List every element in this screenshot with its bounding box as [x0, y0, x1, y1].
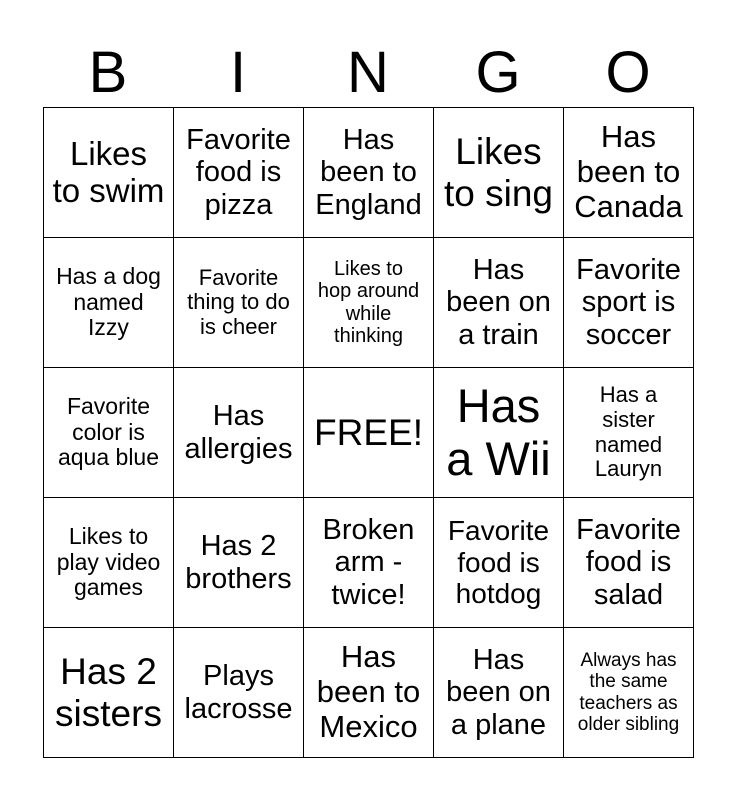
- bingo-cell[interactable]: [434, 628, 564, 758]
- bingo-cell-text: Has been to England: [315, 123, 422, 221]
- bingo-cell[interactable]: [564, 498, 694, 628]
- bingo-cell-text: Likes to hop around while thinking: [317, 257, 420, 347]
- bingo-cell[interactable]: [174, 238, 304, 368]
- bingo-cell[interactable]: [564, 108, 694, 238]
- bingo-cell-text: Has 2 sisters: [55, 651, 162, 734]
- bingo-row: [44, 108, 694, 238]
- bingo-cell-text: Plays lacrosse: [184, 660, 293, 725]
- bingo-cell-text: Has been on a train: [446, 253, 551, 351]
- bingo-cell-text: Always has the same teachers as older sibling: [577, 649, 680, 735]
- bingo-cell-text: Has 2 brothers: [185, 530, 292, 595]
- bingo-cell[interactable]: [174, 498, 304, 628]
- bingo-cell[interactable]: [44, 498, 174, 628]
- bingo-cell-text: Has allergies: [184, 400, 293, 465]
- bingo-row: [44, 628, 694, 758]
- bingo-cell-text: Favorite thing to do is cheer: [187, 264, 290, 339]
- header-letter-b: B: [88, 40, 128, 105]
- bingo-cell[interactable]: [304, 238, 434, 368]
- header-letter-o: O: [605, 40, 651, 105]
- bingo-cell-text: Broken arm - twice!: [322, 513, 415, 611]
- bingo-cell[interactable]: [304, 628, 434, 758]
- bingo-cell-text: Likes to sing: [443, 131, 553, 214]
- bingo-cell[interactable]: [434, 238, 564, 368]
- bingo-cell[interactable]: [44, 108, 174, 238]
- bingo-card-grid: [43, 107, 694, 758]
- bingo-cell[interactable]: [44, 368, 174, 498]
- bingo-row: [44, 498, 694, 628]
- bingo-cell-text: Has been to Canada: [574, 119, 683, 224]
- bingo-header: [43, 40, 693, 106]
- bingo-cell-text: Has a sister named Lauryn: [594, 382, 663, 482]
- bingo-cell[interactable]: [174, 108, 304, 238]
- header-letter-i: I: [229, 40, 247, 105]
- bingo-cell[interactable]: [434, 498, 564, 628]
- bingo-cell[interactable]: [174, 628, 304, 758]
- bingo-cell-text: Has been to Mexico: [316, 639, 421, 744]
- bingo-cell-text: Favorite food is pizza: [186, 123, 291, 221]
- header-letter-n: N: [347, 40, 389, 105]
- bingo-cell[interactable]: [564, 628, 694, 758]
- bingo-cell-text: Has a dog named Izzy: [56, 262, 161, 341]
- bingo-cell-text: Likes to play video games: [56, 522, 161, 601]
- bingo-cell-text: Favorite sport is soccer: [576, 253, 681, 351]
- bingo-cell[interactable]: [564, 368, 694, 498]
- bingo-cell[interactable]: [304, 108, 434, 238]
- bingo-cell[interactable]: [434, 368, 564, 498]
- bingo-cell-text: Favorite food is salad: [576, 513, 681, 611]
- bingo-cell[interactable]: [434, 108, 564, 238]
- bingo-cell[interactable]: [564, 238, 694, 368]
- bingo-cell-text: Has been on a plane: [446, 643, 551, 741]
- header-letter-g: G: [475, 40, 521, 105]
- bingo-row: [44, 368, 694, 498]
- bingo-cell[interactable]: [44, 238, 174, 368]
- bingo-cell-text: Likes to swim: [52, 134, 165, 209]
- bingo-cell-text: Has a Wii: [446, 378, 551, 485]
- bingo-cell-text: Favorite food is hotdog: [447, 515, 550, 610]
- bingo-cell[interactable]: [174, 368, 304, 498]
- bingo-cell-text: Favorite color is aqua blue: [57, 392, 160, 471]
- bingo-cell-text: FREE!: [314, 411, 423, 453]
- bingo-card-body: [44, 108, 694, 758]
- bingo-cell[interactable]: [304, 368, 434, 498]
- bingo-cell[interactable]: [44, 628, 174, 758]
- bingo-row: [44, 238, 694, 368]
- bingo-cell[interactable]: [304, 498, 434, 628]
